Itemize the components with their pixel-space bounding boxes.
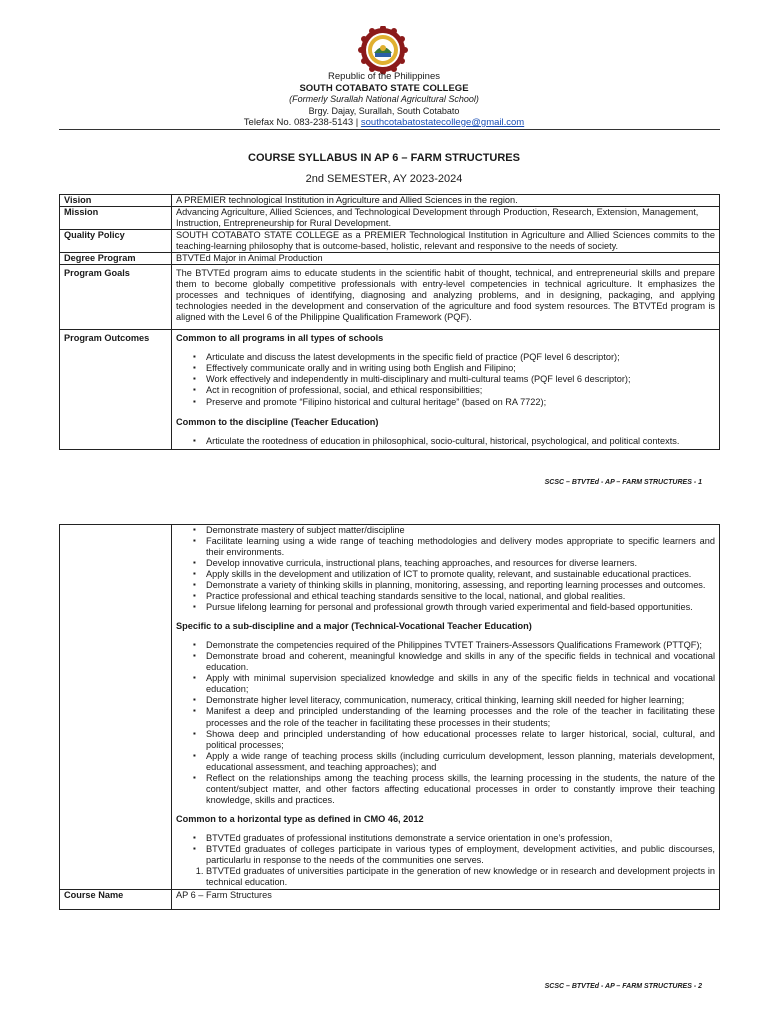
row-label-quality-policy: Quality Policy bbox=[60, 230, 172, 253]
list-item: ▪ BTVTEd graduates of colleges participate in various types of employment, development activities, and public discourses, particularlu in response to the needs of the communities one serves. bbox=[206, 844, 715, 866]
list-item: ▪ Reflect on the relationships among the teaching process skills, the learning processing in the students, the nature of the content/subject matter, and other factors affecting educational processes in order to constantly improve their teaching knowledge, skills and practices. bbox=[206, 773, 715, 806]
list-item: ▪ Develop innovative curricula, instructional plans, teaching approaches, and resources for diverse learners. bbox=[206, 558, 715, 569]
list-item: ▪ Practice professional and ethical teaching standards sensitive to the local, national, and global realities. bbox=[206, 591, 715, 602]
outcomes-heading-horizontal: Common to a horizontal type as defined in CMO 46, 2012 bbox=[176, 813, 424, 824]
list-item: ▪ Manifest a deep and principled understanding of the learning processes and the role of the teacher in facilitating these processes and the role of the teacher in facilitating these processes in their students; bbox=[206, 706, 715, 728]
outcomes-numbered-horizontal bbox=[176, 866, 715, 888]
college-seal-logo bbox=[354, 26, 412, 74]
list-item: ▪ Apply with minimal supervision specialized knowledge and skills in any of the specific fields in technical and vocational education; bbox=[206, 673, 715, 695]
outcomes-heading-discipline: Common to the discipline (Teacher Education) bbox=[176, 416, 379, 427]
list-item: ▪ BTVTEd graduates of professional institutions demonstrate a service orientation in one’s profession, bbox=[206, 833, 715, 844]
row-label-program-goals: Program Goals bbox=[60, 265, 172, 330]
college-name: SOUTH COTABATO STATE COLLEGE bbox=[299, 82, 469, 94]
outcomes-list-discipline-p1 bbox=[176, 436, 715, 447]
row-value-program-goals: The BTVTEd program aims to educate students in the scientific habit of thought, technical, and entrepreneurial skills and prepare them to become globally competitive professionals with entry-level competencies in technical agriculture. It emphasizes the processes and techniques of identifying, diagnosing and analyzing problems, and in designing, packaging, and applying technologies needed in the development and conservation of the agriculture and food system resources. The BTVTEd program is aligned with the Level 6 of the Philippine Qualification Framework (PQF). bbox=[172, 265, 720, 330]
list-item: ▪ Apply skills in the development and utilization of ICT to promote quality, relevant, and sustainable educational practices. bbox=[206, 569, 715, 580]
row-label-mission: Mission bbox=[60, 207, 172, 230]
email-link[interactable]: southcotabatostatecollege@gmail.com bbox=[360, 117, 525, 128]
page-footer-1: SCSC – BTVTEd - AP – FARM STRUCTURES - 1 bbox=[544, 479, 702, 486]
row-value-quality-policy: SOUTH COTABATO STATE COLLEGE as a PREMIER Technological Institution in Agriculture and Allied Sciences commits to the teaching-learning philosophy that is outcome-based, holistic, relevant and responsive to the needs of society. bbox=[172, 230, 720, 253]
list-item: ▪ Articulate the rootedness of education in philosophical, socio-cultural, historical, psychological, and political contexts. bbox=[206, 436, 715, 447]
list-item: ▪ Demonstrate higher level literacy, communication, numeracy, critical thinking, learning skill needed for higher learning; bbox=[206, 695, 715, 706]
document-semester: 2nd SEMESTER, AY 2023-2024 bbox=[305, 173, 463, 185]
list-item: ▪ Demonstrate mastery of subject matter/discipline bbox=[206, 525, 715, 536]
row-value-program-outcomes bbox=[172, 330, 720, 449]
row-value-outcomes-continued bbox=[172, 525, 720, 890]
table-row bbox=[60, 265, 720, 330]
list-item: ▪ Demonstrate broad and coherent, meaningful knowledge and skills in any of the specific fields in technical and vocational education. bbox=[206, 651, 715, 673]
republic-line: Republic of the Philippines bbox=[328, 71, 440, 82]
row-value-mission: Advancing Agriculture, Allied Sciences, and Technological Development through Production, Research, Extension, Management, Instruction, Entrepreneurship for Rural Development. bbox=[172, 207, 720, 230]
syllabus-table-page-2 bbox=[59, 524, 720, 910]
table-row bbox=[60, 330, 720, 449]
syllabus-table-page-1 bbox=[59, 194, 720, 450]
table-row bbox=[60, 889, 720, 909]
table-row bbox=[60, 207, 720, 230]
outcomes-list-subdiscipline bbox=[176, 640, 715, 805]
list-item: ▪ Pursue lifelong learning for personal and professional growth through varied experimental and field-based opportunities. bbox=[206, 602, 715, 613]
row-value-vision: A PREMIER technological Institution in Agriculture and Allied Sciences in the region. bbox=[172, 195, 720, 207]
list-item: ▪ Facilitate learning using a wide range of teaching methodologies and delivery modes appropriate to specific learners and their environments. bbox=[206, 536, 715, 558]
outcomes-list-discipline-p2 bbox=[176, 525, 715, 613]
letterhead bbox=[0, 71, 768, 129]
table-row bbox=[60, 253, 720, 265]
row-label-empty bbox=[60, 525, 172, 890]
outcomes-heading-subdiscipline: Specific to a sub-discipline and a major (Technical-Vocational Teacher Education) bbox=[176, 621, 532, 632]
list-item: ▪ Work effectively and independently in multi-disciplinary and multi-cultural teams (PQF level 6 descriptor); bbox=[206, 374, 715, 385]
list-item: ▪ Showa deep and principled understanding of how educational processes relate to larger historical, social, cultural, and political processes; bbox=[206, 729, 715, 751]
list-item: ▪ Effectively communicate orally and in writing using both English and Filipino; bbox=[206, 363, 715, 374]
row-label-vision: Vision bbox=[60, 195, 172, 207]
table-row bbox=[60, 230, 720, 253]
row-label-course-name: Course Name bbox=[60, 889, 172, 909]
contact-line bbox=[0, 117, 768, 129]
header-divider bbox=[59, 129, 720, 130]
outcomes-list-all bbox=[176, 352, 715, 407]
row-value-course-name: AP 6 – Farm Structures bbox=[172, 889, 720, 909]
page-footer-2: SCSC – BTVTEd - AP – FARM STRUCTURES - 2 bbox=[544, 983, 702, 990]
telefax: Telefax No. 083-238-5143 | bbox=[243, 117, 359, 128]
table-row bbox=[60, 525, 720, 890]
list-item: 1. BTVTEd graduates of universities participate in the generation of new knowledge or in research and development projects in technical education. bbox=[206, 866, 715, 888]
former-name: (Formerly Surallah National Agricultural School) bbox=[289, 94, 479, 104]
list-item: ▪ Preserve and promote “Filipino historical and cultural heritage” (based on RA 7722); bbox=[206, 397, 715, 408]
list-item: ▪ Apply a wide range of teaching process skills (including curriculum development, lesson planning, materials development, educational assessment, and teaching approaches); and bbox=[206, 751, 715, 773]
outcomes-heading-all: Common to all programs in all types of schools bbox=[176, 333, 384, 344]
row-label-program-outcomes: Program Outcomes bbox=[60, 330, 172, 449]
table-row bbox=[60, 195, 720, 207]
address: Brgy. Dajay, Surallah, South Cotabato bbox=[308, 105, 460, 116]
list-item: ▪ Demonstrate a variety of thinking skills in planning, monitoring, assessing, and reporting learning processes and outcomes. bbox=[206, 580, 715, 591]
list-item: ▪ Articulate and discuss the latest developments in the specific field of practice (PQF level 6 descriptor); bbox=[206, 352, 715, 363]
row-value-degree-program: BTVTEd Major in Animal Production bbox=[172, 253, 720, 265]
list-item: ▪ Act in recognition of professional, social, and ethical responsibilities; bbox=[206, 385, 715, 396]
outcomes-list-horizontal bbox=[176, 833, 715, 866]
list-item: ▪ Demonstrate the competencies required of the Philippines TVTET Trainers-Assessors Qualifications Framework (PTTQF); bbox=[206, 640, 715, 651]
row-label-degree-program: Degree Program bbox=[60, 253, 172, 265]
document-title: COURSE SYLLABUS IN AP 6 – FARM STRUCTURES bbox=[248, 152, 520, 164]
